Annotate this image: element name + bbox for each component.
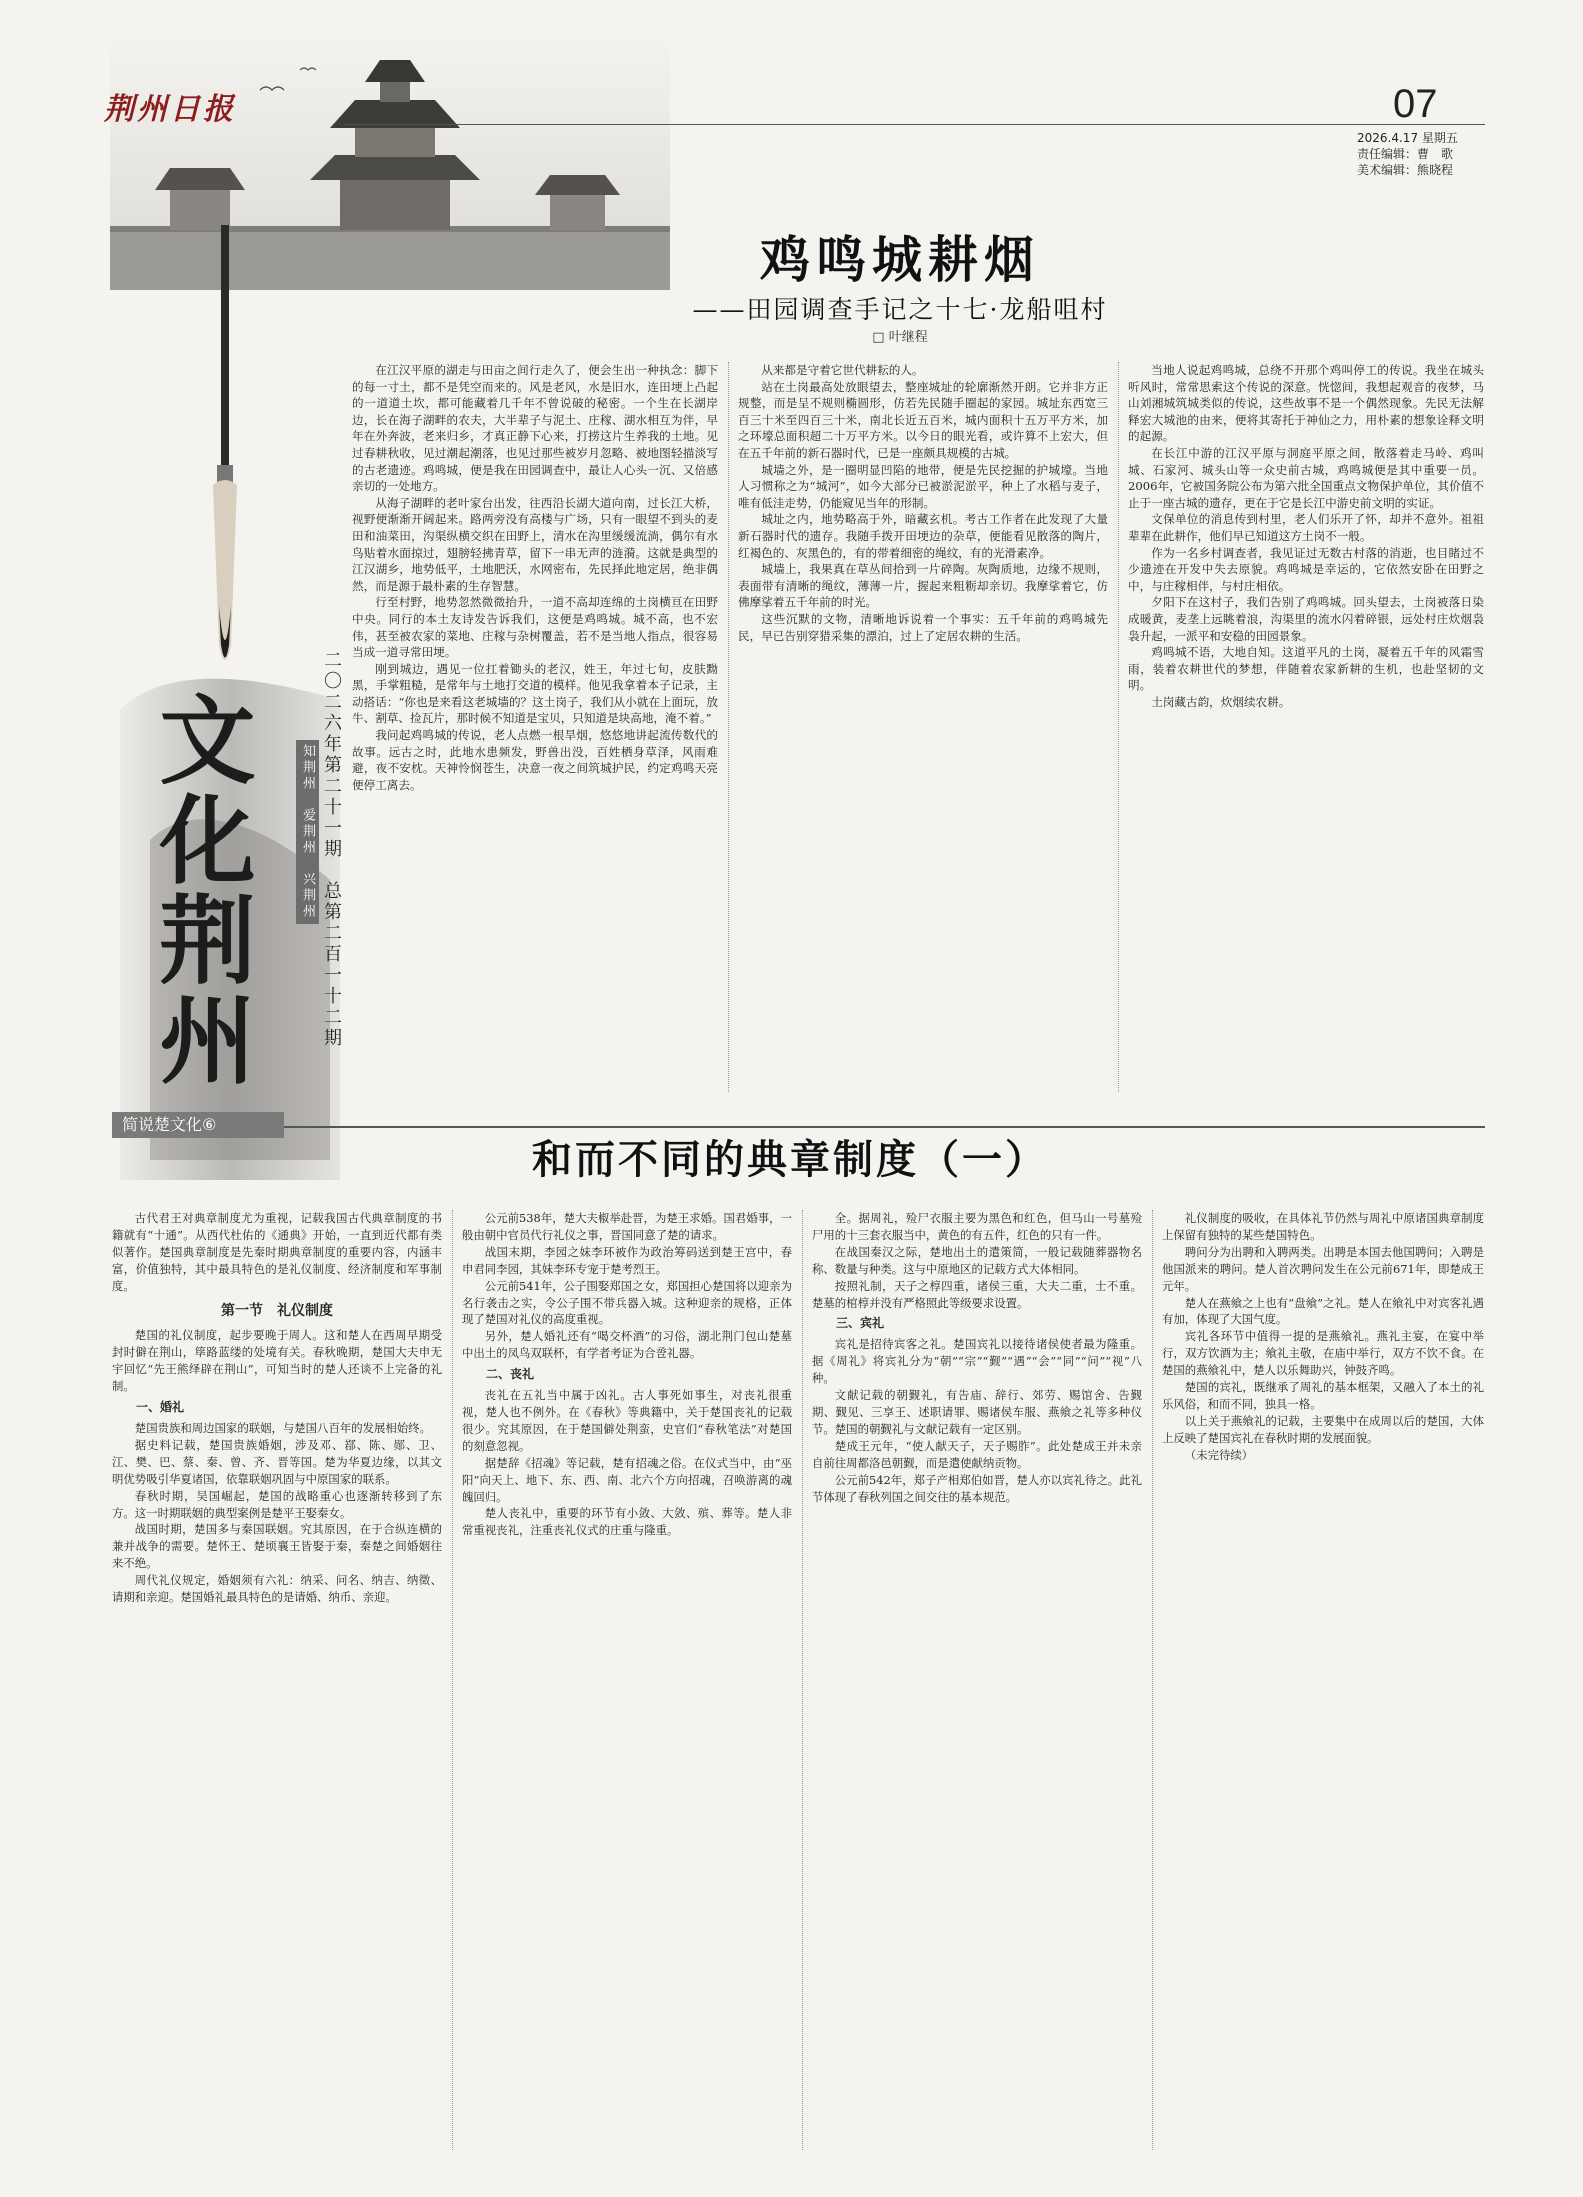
paragraph: 古代君王对典章制度尤为重视，记载我国古代典章制度的书籍就有“十通”。从西代杜佑的《通典》开始，一直到近代都有类似著作。楚国典章制度是先秦时期典章制度的重要内容，内涵丰富，价值独特，其中最具特色的是礼仪制度、经济制度和军事制度。	[112, 1211, 442, 1293]
paragraph: 聘问分为出聘和入聘两类。出聘是本国去他国聘问；入聘是他国派来的聘问。楚人首次聘问发生在公元前671年，即楚成王元年。	[1162, 1244, 1484, 1293]
paragraph: 城墙上，我果真在草丛间拾到一片碎陶。灰陶质地，边缘不规则，表面带有清晰的绳纹，薄薄一片，握起来粗粝却亲切。我摩挲着它，仿佛摩挲着五千年前的时光。	[738, 562, 1108, 610]
paragraph: 以上关于燕飨礼的记载，主要集中在成周以后的楚国，大体上反映了楚国宾礼在春秋时期的发展面貌。	[1162, 1413, 1484, 1445]
paragraph: 按照礼制，天子之椁四重，诸侯三重，大夫二重，士不重。楚墓的棺椁并没有严格照此等级要求设置。	[812, 1278, 1142, 1310]
section-title: 和而不同的典章制度（一）	[532, 1136, 1048, 1183]
paragraph: 城址之内，地势略高于外，暗藏玄机。考古工作者在此发现了大量新石器时代的遗存。我随手拨开田埂边的杂草，便能看见散落的陶片，红褐色的、灰黑色的，有的带着细密的绳纹，有的光滑素净。	[738, 512, 1108, 560]
page-meta	[1357, 130, 1458, 178]
paragraph: 在江汉平原的湖走与田亩之间行走久了，便会生出一种执念：脚下的每一寸土，都不是凭空而来的。风是老风，水是旧水，连田埂上凸起的一道道土坎，都可能藏着几千年不曾说破的秘密。一个生在长湖岸边，长在海子湖畔的农夫，大半辈子与泥土、庄稼、湖水相互为伴，早年在外奔波，老来归乡，才真正静下心来，打捞这片生养我的土地。见过春耕秋收，见过潮起潮落，也见过那些被岁月忽略、被地图轻描淡写的古老遗迹。鸡鸣城，便是我在田园调查中，最让人心头一沉、又倍感亲切的一处地方。	[352, 363, 718, 494]
pagoda-illustration	[110, 30, 670, 290]
page-number: 07	[1393, 82, 1438, 126]
paragraph: 全。据周礼，殓尸衣服主要为黑色和红色，但马山一号墓殓尸用的十三套衣服当中，黄色的有五件，红色的只有一件。	[812, 1211, 1142, 1242]
article2-column-4	[1162, 1210, 1484, 2150]
paragraph: 文献记载的朝觐礼，有告庙、辞行、郊劳、赐馆舍、告觐期、觐见、三享王、述职请罪、赐诸侯车服、燕飨之礼等多种仪节。楚国的朝觐礼与文献记载有一定区别。	[812, 1388, 1142, 1436]
paragraph: 战国末期，李园之妹李环被作为政治筹码送到楚王宫中，春申君同李园，其妹李环专宠于楚考烈王。	[462, 1244, 792, 1276]
paragraph: 楚人丧礼中，重要的环节有小敛、大敛、殡、葬等。楚人非常重视丧礼，注重丧礼仪式的庄重与隆重。	[462, 1506, 792, 1538]
paragraph: 另外，楚人婚礼还有“喝交杯酒”的习俗，湖北荆门包山楚墓中出土的凤鸟双联杯，有学者考证为合卺礼器。	[462, 1329, 792, 1361]
paragraph: 从来都是守着它世代耕耘的人。	[761, 363, 924, 377]
paragraph: 公元前538年，楚大夫椒举赴晋，为楚王求婚。国君婚事，一般由朝中官员代行礼仪之事，晋国同意了楚的请求。	[462, 1211, 792, 1242]
article1-column-2	[738, 362, 1108, 1092]
section-heading: 第一节 礼仪制度	[221, 1302, 333, 1319]
article-byline: □ 叶继程	[872, 330, 928, 345]
article-subtitle: ——田园调查手记之十七·龙船咀村	[692, 295, 1108, 324]
column-divider	[728, 362, 729, 1092]
paragraph: 楚国的宾礼，既继承了周礼的基本框架，又融入了本土的礼乐风俗，和而不同，独具一格。	[1162, 1380, 1484, 1411]
paragraph: 战国时期，楚国多与秦国联姻。究其原因，在于合纵连横的兼并战争的需要。楚怀王、楚顷襄王皆娶于秦，秦楚之间婚姻往来不绝。	[112, 1522, 442, 1571]
date-line: 2026.4.17 星期五	[1357, 131, 1458, 145]
column-divider	[802, 1210, 803, 2150]
paragraph: 在战国秦汉之际，楚地出土的遣策简，一般记载随葬器物名称、数量与种类。这与中原地区的记载方式大体相同。	[812, 1244, 1142, 1276]
paragraph: 宾礼各环节中值得一提的是燕飨礼。燕礼主宴，在宴中举行，双方饮酒为主；飨礼主敬，在庙中举行，双方不饮不食。在楚国的燕飨礼中，楚人以乐舞助兴，钟鼓齐鸣。	[1162, 1329, 1484, 1378]
paragraph: 行至村野，地势忽然微微抬升，一道不高却连绵的土岗横亘在田野中央。同行的本土友诗发告诉我们，这便是鸡鸣城。城不高，也不宏伟，甚至被农家的菜地、庄稼与杂树覆盖，若不是当地人指点，很容易当成一道寻常田埂。	[352, 595, 718, 660]
paragraph: 据楚辞《招魂》等记载，楚有招魂之俗。在仪式当中，由“巫阳”向天上、地下、东、西、南、北六个方向招魂，召唤游离的魂魄回归。	[462, 1455, 792, 1504]
paragraph: 在长江中游的江汉平原与洞庭平原之间，散落着走马岭、鸡叫城、石家河、城头山等一众史前古城，鸡鸣城便是其中重要一员。2006年，它被国务院公布为第六批全国重点文物保护单位，其价值不止于一座古城的遗存，更在于它是长江中游史前文明的实证。	[1128, 445, 1484, 510]
paragraph: 当地人说起鸡鸣城，总绕不开那个鸡叫停工的传说。我坐在城头听风时，常常思索这个传说的深意。恍惚间，我想起观音的夜梦，马山刘湘城筑城类似的传说，这些故事不是一个偶然现象。先民无法解释宏大城池的由来，便将其寄托于神仙之力，用朴素的想象诠释文明的起源。	[1128, 363, 1484, 444]
paragraph: 我问起鸡鸣城的传说，老人点燃一根旱烟，悠悠地讲起流传数代的故事。远古之时，此地水患频发，野兽出没，百姓栖身草泽，风雨难避，夜不安枕。天神怜悯苍生，决意一夜之间筑城护民，约定鸡鸣天亮便停工离去。	[352, 728, 718, 792]
column-divider	[1118, 362, 1119, 1092]
paragraph: 丧礼在五礼当中属于凶礼。古人事死如事生，对丧礼很重视，楚人也不例外。在《春秋》等典籍中，关于楚国丧礼的记载很少。究其原因，在于楚国僻处荆蛮，史官们“春秋笔法”对楚国的刻意忽视。	[462, 1388, 792, 1453]
subsection-heading: 三、宾礼	[836, 1316, 885, 1331]
article2-column-1	[112, 1210, 442, 2150]
header-rule	[345, 124, 1485, 125]
paragraph: 城墙之外，是一圈明显凹陷的地带，便是先民挖掘的护城壕。当地人习惯称之为“城河”，如今大部分已被淤泥淤平，种上了水稻与麦子，唯有低洼走势，仍能窥见当年的形制。	[738, 462, 1108, 510]
paragraph: 周代礼仪规定，婚姻须有六礼：纳采、问名、纳吉、纳徵、请期和亲迎。楚国婚礼最具特色的是请婚、纳币、亲迎。	[112, 1573, 442, 1605]
editor-line: 责任编辑：曹 歌	[1357, 147, 1454, 161]
paragraph: 鸡鸣城不语，大地自知。这道平凡的土岗，凝着五千年的风霜雪雨，装着农耕世代的梦想，伴随着农家新耕的生机，也赴坚韧的文明。	[1128, 645, 1484, 693]
section-tag: 简说楚文化⑥	[112, 1112, 284, 1138]
article-title: 鸡鸣城耕烟	[760, 230, 1040, 289]
article1-column-1	[352, 362, 718, 1092]
paragraph: 这些沉默的文物，清晰地诉说着一个事实：五千年前的鸡鸣城先民，早已告别穿猎采集的漂泊，过上了定居农耕的生活。	[738, 611, 1108, 643]
masthead-logo: 荆州日报	[104, 92, 236, 127]
paragraph: （未完待续）	[1184, 1447, 1254, 1462]
brush-illustration	[205, 225, 245, 675]
paragraph: 春秋时期，吴国崛起，楚国的战略重心也逐渐转移到了东方。这一时期联姻的典型案例是楚平王娶秦女。	[112, 1488, 442, 1520]
paragraph: 据史料记载，楚国贵族婚姻，涉及邓、鄀、陈、郧、卫、江、樊、巴、蔡、秦、曾、齐、晋等国。楚为华夏边缘，以其文明优势吸引华夏诸国，依靠联姻巩固与中原国家的联系。	[112, 1437, 442, 1486]
paragraph: 夕阳下在这村子，我们告别了鸡鸣城。回头望去，土岗被落日染成暖黄，麦垄上远眺着浪，沟渠里的流水闪着碎银，远处村庄炊烟袅袅升起，一派平和安稳的田园景象。	[1128, 595, 1484, 643]
article2-column-3	[812, 1210, 1142, 2150]
art-editor-line: 美术编辑：熊晓程	[1357, 163, 1454, 177]
paragraph: 作为一名乡村调查者，我见证过无数古村落的消逝，也目睹过不少遗迹在开发中失去原貌。鸡鸣城是幸运的，它依然安卧在田野之中，与庄稼相伴，与村庄相依。	[1128, 545, 1484, 593]
paragraph: 土岗藏古韵，炊烟续农耕。	[1151, 694, 1291, 709]
column-title: 文化荆州	[144, 690, 257, 1090]
column-divider	[452, 1210, 453, 2150]
paragraph: 公元前541年，公子围娶郑国之女，郑国担心楚国将以迎亲为名行袭击之实，令公子围不带兵器入城。这种迎亲的规格，正体现了楚国对礼仪的高度重视。	[462, 1278, 792, 1327]
paragraph: 从海子湖畔的老叶家台出发，往西沿长湖大道向南，过长江大桥，视野便渐渐开阔起来。路两旁没有高楼与广场，只有一眼望不到头的麦田和油菜田，沟渠纵横交织在田野上，清水在沟里缓缓流淌，偶尔有水鸟贴着水面掠过，翅膀轻拂青草，留下一串无声的涟漪。这就是典型的江汉湖乡，地势低平，土地肥沃，水网密布，先民择此地定居，绝非偶然，而是源于最朴素的生存智慧。	[352, 495, 718, 593]
subsection-heading: 一、婚礼	[136, 1400, 185, 1415]
subsection-heading: 二、丧礼	[486, 1367, 535, 1382]
paragraph: 文保单位的消息传到村里，老人们乐开了怀，却并不意外。祖祖辈辈在此耕作，他们早已知道这方土岗不一般。	[1128, 512, 1484, 543]
paragraph: 礼仪制度的吸收，在具体礼节仍然与周礼中原诸国典章制度上保留有独特的某些楚国特色。	[1162, 1211, 1484, 1242]
article2-column-2	[462, 1210, 792, 2150]
slogan: 知荆州 爱荆州 兴荆州	[296, 740, 319, 924]
paragraph: 楚人在燕飨之上也有“盘飨”之礼。楚人在飨礼中对宾客礼遇有加，体现了大国气度。	[1162, 1295, 1484, 1327]
paragraph: 楚国贵族和周边国家的联姻，与楚国八百年的发展相始终。	[134, 1420, 431, 1435]
paragraph: 刚到城边，遇见一位扛着锄头的老汉，姓王，年过七旬，皮肤黝黑，手掌粗糙，是常年与土地打交道的模样。他见我拿着本子记录，主动搭话：“你也是来看这老城墙的？这土岗子，我们从小就在上面玩，放牛、割草、捡瓦片，那时候不知道是宝贝，只知道是块高地，淹不着。”	[352, 661, 718, 726]
issue-info: 二〇二六年第二十一期 总第二百一十二期	[321, 650, 342, 1049]
paragraph: 公元前542年，郑子产相郑伯如晋，楚人亦以宾礼待之。此礼节体现了春秋列国之间交往的基本规范。	[812, 1472, 1142, 1504]
paragraph: 站在土岗最高处放眼望去，整座城址的轮廓渐然开朗。它并非方正规整，而是呈不规则椭圆形，仿若先民随手圈起的家园。城址东西宽三百三十米至四百三十米，南北长近五百米，城内面积十五万平方米，加之环壕总面积超二十万平方米。以今日的眼光看，或许算不上宏大，但在五千年前的新石器时代，已是一座颇具规模的古城。	[738, 379, 1108, 460]
paragraph: 宾礼是招待宾客之礼。楚国宾礼以接待诸侯使者最为隆重。据《周礼》将宾礼分为“朝”“宗”“觐”“遇”“会”“同”“问”“视”八种。	[812, 1337, 1142, 1386]
paragraph: 楚成王元年，“使人献天子，天子赐胙”。此处楚成王并未亲自前往周都洛邑朝觐，而是遣使献纳贡物。	[812, 1438, 1142, 1470]
article1-column-3	[1128, 362, 1484, 1092]
paragraph: 楚国的礼仪制度，起步要晚于周人。这和楚人在西周早期受封时僻在荆山，筚路蓝缕的处境有关。春秋晚期，楚国大夫申无宇回忆“先王熊绎辟在荆山”，可知当时的楚人还谈不上完备的礼制。	[112, 1328, 442, 1394]
column-divider	[1152, 1210, 1153, 2150]
